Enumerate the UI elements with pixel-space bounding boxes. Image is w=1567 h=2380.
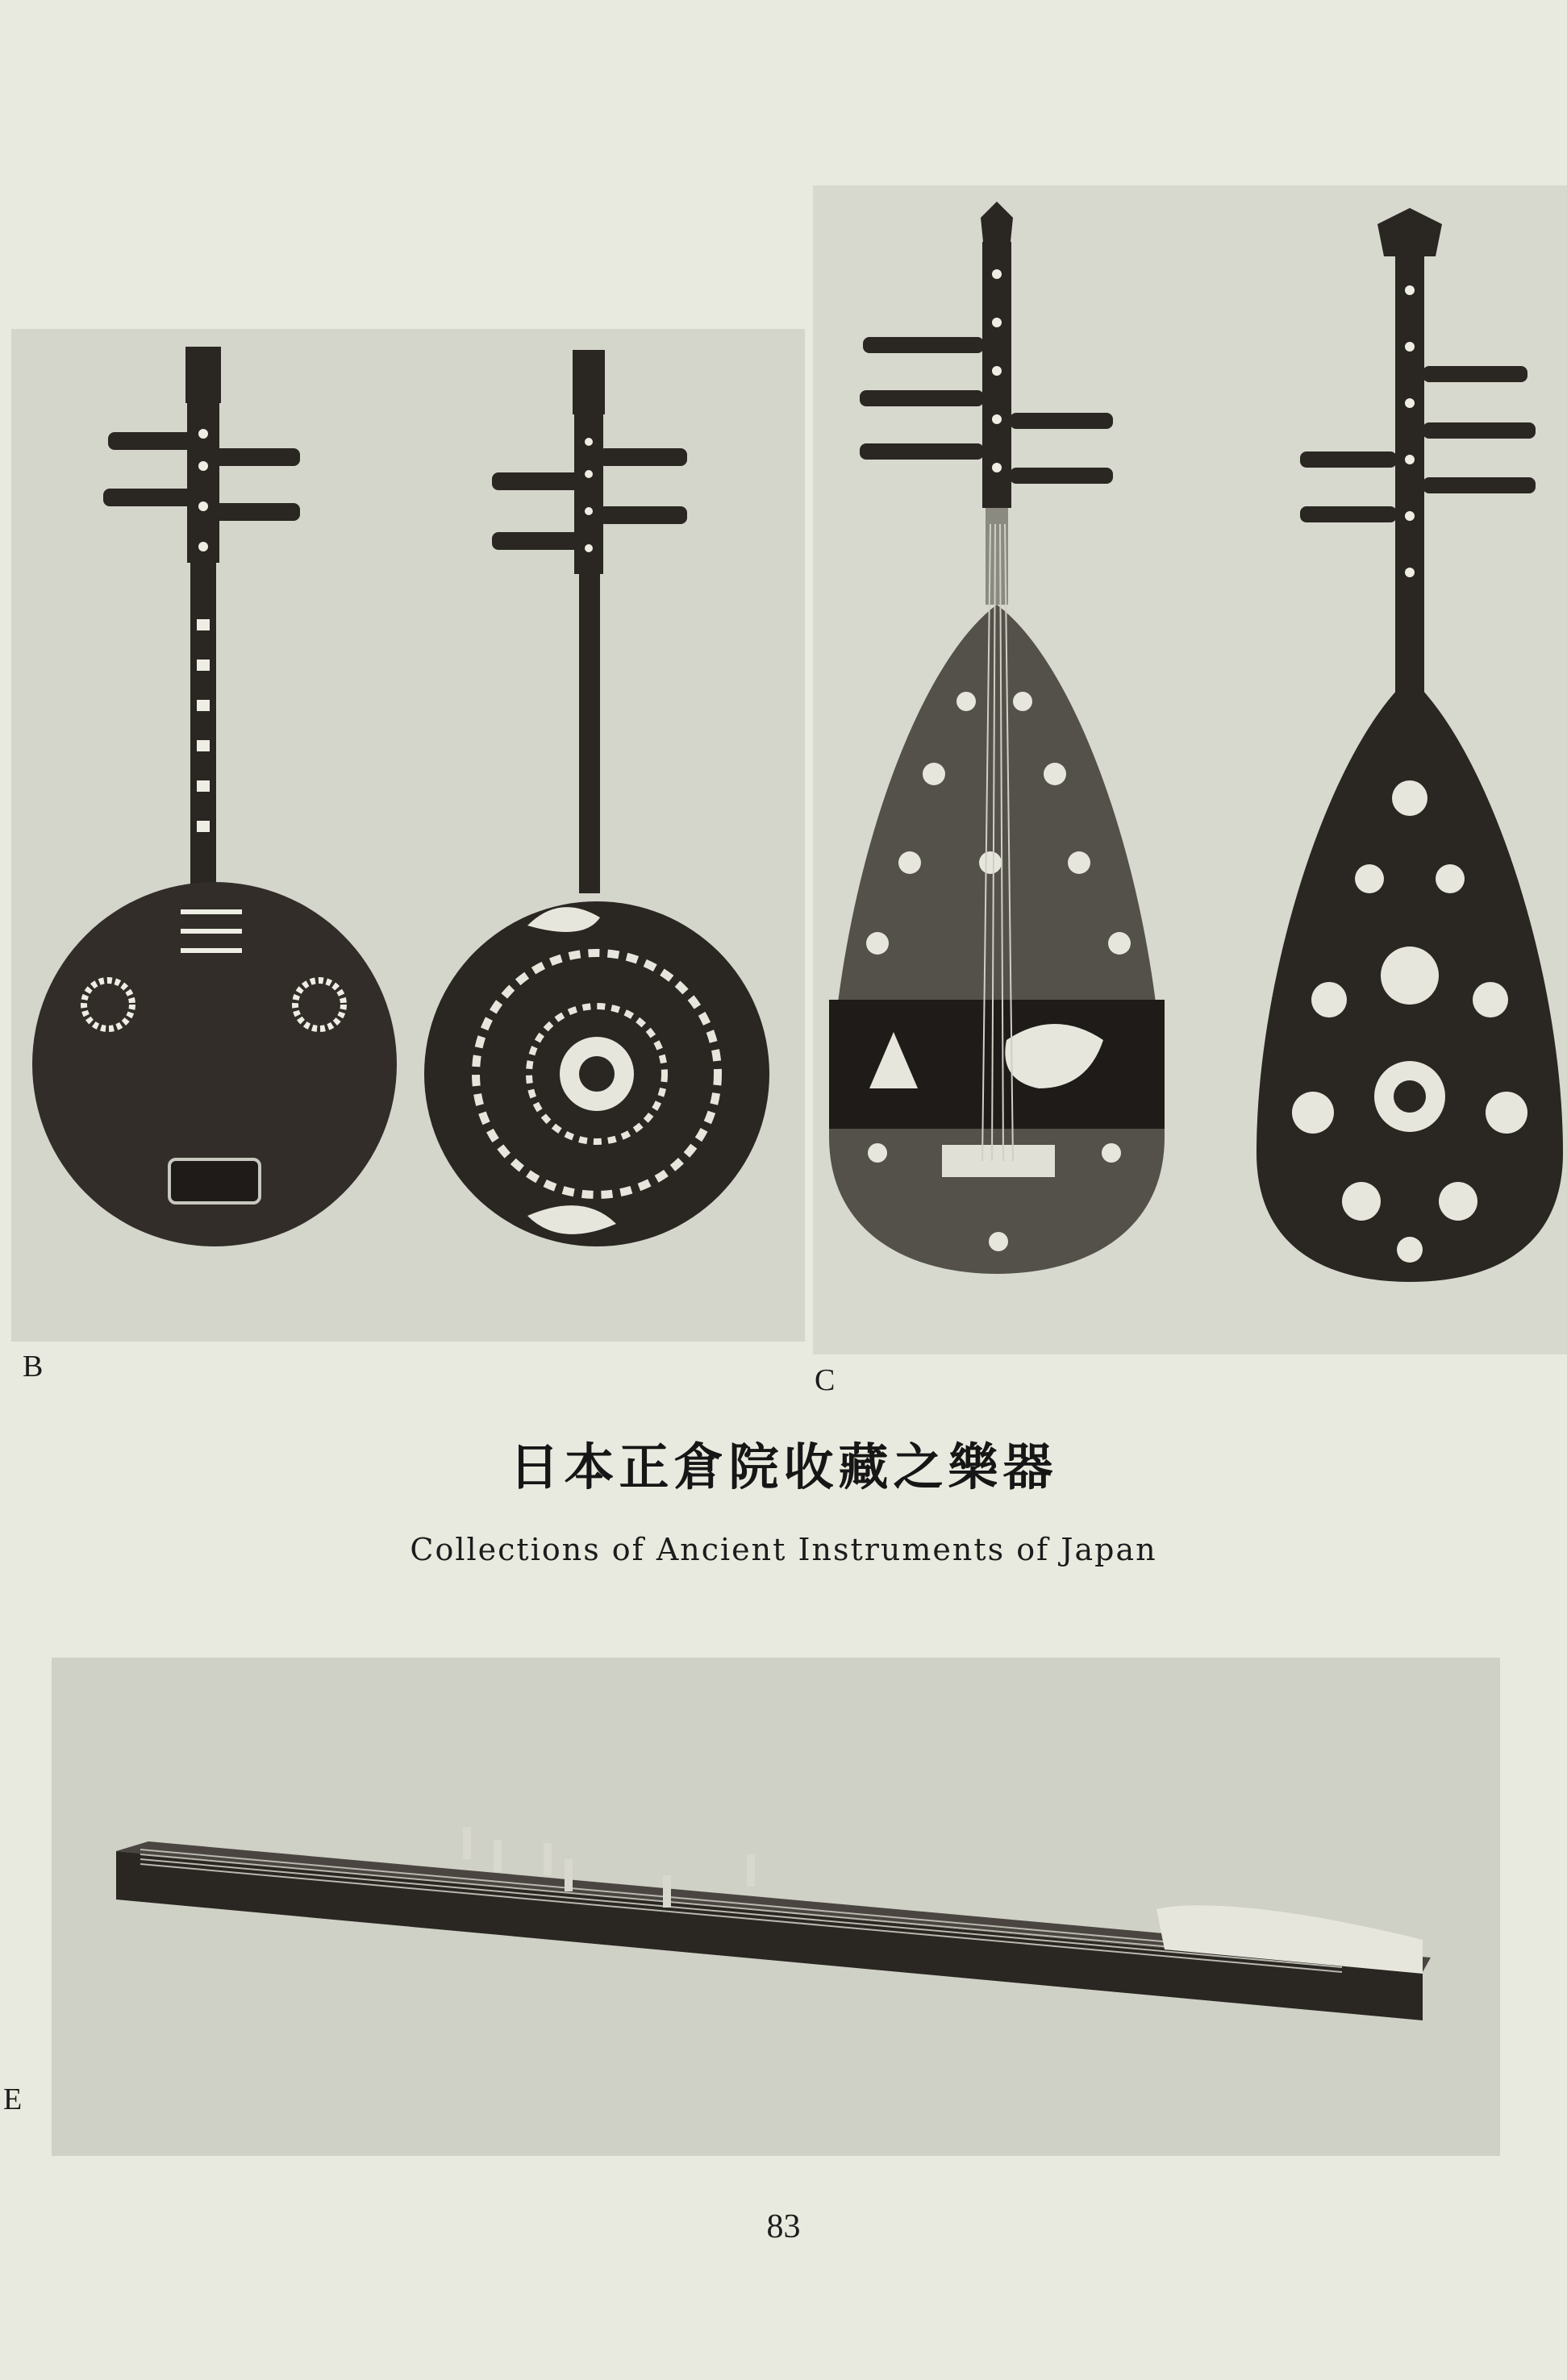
page-number: 83 [766,2208,801,2245]
page-title-chinese: 日本正倉院收藏之樂器 [509,1438,1058,1496]
plate-b-label: B [23,1350,44,1383]
page-title-english: Collections of Ancient Instruments of Japan [410,1532,1157,1567]
plate-b-photo [11,329,805,1342]
plate-c-photo [813,185,1567,1354]
plate-e-photo [52,1658,1500,2156]
plate-c-label: C [815,1363,836,1397]
plate-e-label: E [3,2082,23,2116]
